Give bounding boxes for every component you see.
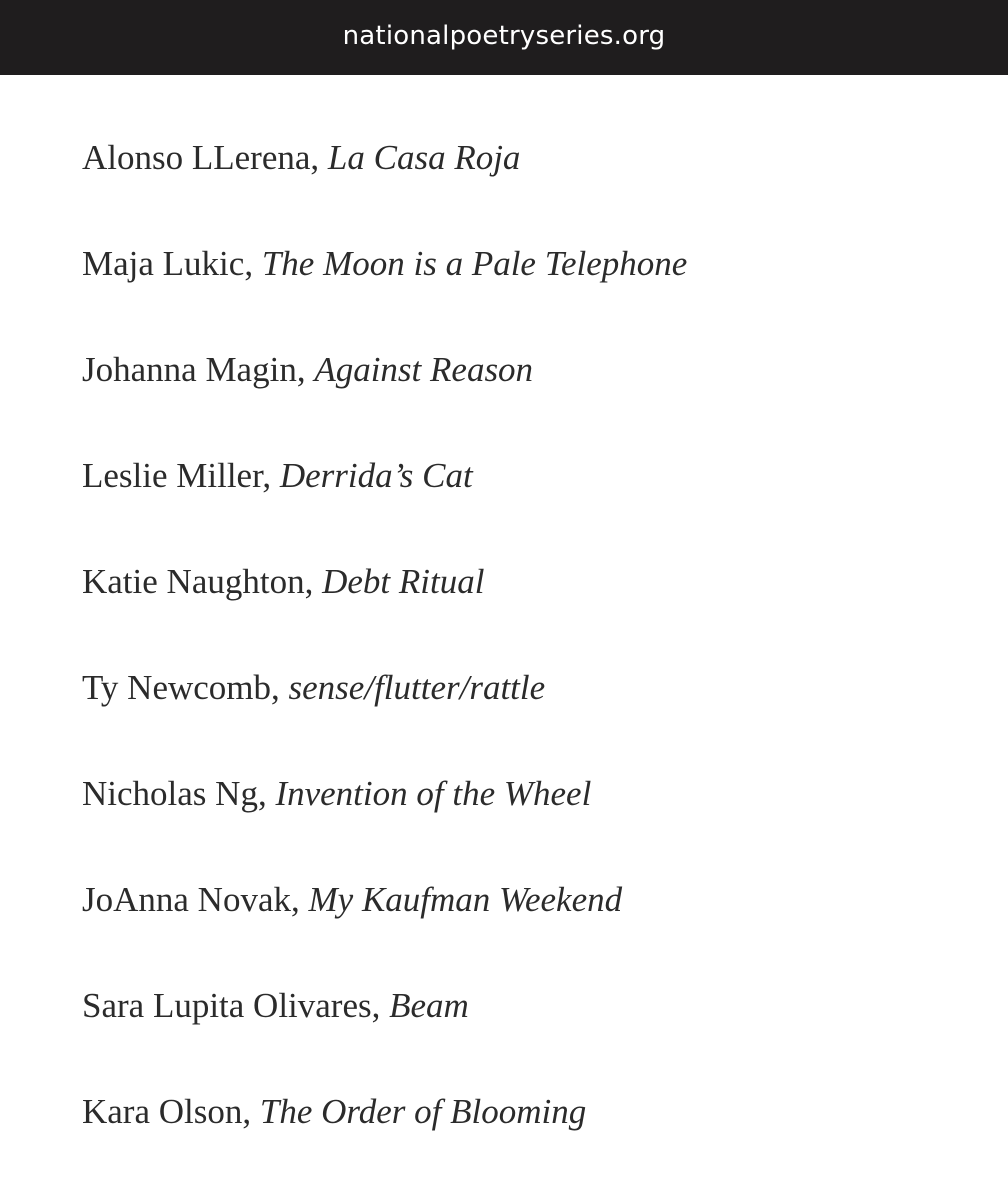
list-item — [82, 562, 484, 602]
separator: , — [291, 880, 309, 919]
separator: , — [310, 138, 328, 177]
author-name: Ty Newcomb — [82, 668, 272, 707]
book-title: Invention of the Wheel — [275, 774, 592, 813]
list-item — [82, 350, 533, 390]
book-title: La Casa Roja — [327, 138, 521, 177]
list-item — [82, 138, 520, 178]
separator: , — [304, 562, 323, 601]
list-item — [82, 774, 591, 814]
list-item — [82, 880, 622, 920]
author-name: Nicholas Ng — [82, 774, 258, 813]
author-name: Alonso LLerena — [82, 138, 311, 177]
book-title: My Kaufman Weekend — [308, 880, 623, 919]
separator: , — [371, 986, 390, 1025]
author-name: Kara Olson — [82, 1092, 243, 1131]
separator: , — [262, 456, 280, 495]
separator: , — [244, 244, 262, 283]
list-item — [82, 244, 687, 284]
author-name: Maja Lukic — [82, 244, 245, 283]
author-name: Sara Lupita Olivares — [82, 986, 372, 1025]
list-item — [82, 668, 545, 708]
book-title: The Moon is a Pale Telephone — [261, 244, 688, 283]
author-name: Katie Naughton — [82, 562, 305, 601]
book-title: Against Reason — [314, 350, 534, 389]
book-title: Beam — [389, 986, 469, 1025]
address-bar[interactable] — [0, 0, 1008, 75]
book-title: sense/flutter/rattle — [288, 668, 546, 707]
book-title: The Order of Blooming — [259, 1092, 587, 1131]
author-name: Johanna Magin — [82, 350, 297, 389]
url-text[interactable]: nationalpoetryseries.org — [342, 20, 666, 51]
book-title: Debt Ritual — [322, 562, 485, 601]
book-title: Derrida’s Cat — [279, 456, 473, 495]
list-item — [82, 1092, 586, 1132]
list-item — [82, 986, 469, 1026]
author-name: Leslie Miller — [82, 456, 263, 495]
separator: , — [296, 350, 315, 389]
list-item — [82, 456, 473, 496]
separator: , — [271, 668, 289, 707]
author-name: JoAnna Novak — [82, 880, 291, 919]
separator: , — [257, 774, 276, 813]
separator: , — [242, 1092, 260, 1131]
